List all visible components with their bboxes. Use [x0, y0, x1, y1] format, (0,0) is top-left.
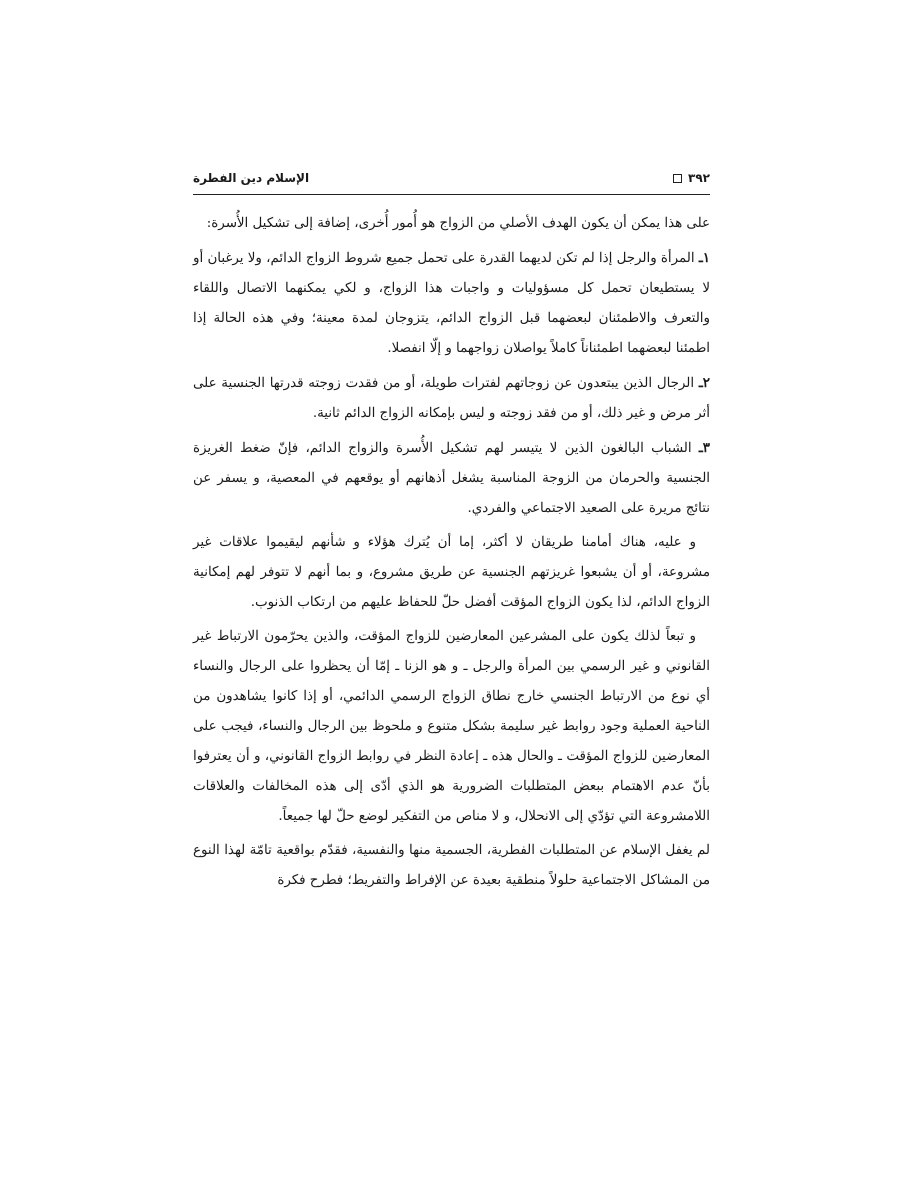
- page-number-group: [673, 171, 710, 185]
- body-text: [193, 209, 710, 896]
- list-item-number: ١ـ: [698, 250, 710, 266]
- paragraph: [193, 622, 710, 832]
- list-item-text: الرجال الذين يبتعدون عن زوجاتهم لفترات طويلة، أو من فقدت زوجته قدرتها الجنسية على أثر مرض و غير ذلك، أو من فقد زوجته و ليس بإمكانه الزواج الدائم ثانية.: [193, 376, 710, 421]
- list-item: [193, 368, 710, 429]
- paragraph-text: على هذا يمكن أن يكون الهدف الأصلي من الزواج هو أُمور أُخرى، إضافة إلى تشكيل الأُسرة:: [206, 216, 710, 231]
- paragraph-text: و تبعاً لذلك يكون على المشرعين المعارضين للزواج المؤقت، والذين يحرّمون الارتباط غير القانوني و غير الرسمي بين المرأة والرجل ـ و هو الزنا ـ إمّا أن يحظروا على الرجال والنساء أي نوع من الارتباط الجنسي خارج نطاق الزواج الرسمي الدائمي، أو إذا كانوا يشاهدون من الناحية العملية وجود روابط غير سليمة بشكل متنوع و ملحوظ بين الرجال والنساء، فيجب على المعارضين للزواج المؤقت ـ والحال هذه ـ إعادة النظر في روابط الزواج القانوني، و أن يعترفوا بأنّ عدم الاهتمام ببعض المتطلبات الضرورية هو الذي أدّى إلى هذه المخالفات والعلاقات اللامشروعة التي تؤدّي إلى الانحلال، و لا مناص من التفكير لوضع حلّ لها جميعاً.: [193, 629, 710, 824]
- list-item-number: ٢ـ: [698, 375, 710, 391]
- running-header: [193, 166, 710, 195]
- list-item-number: ٣ـ: [698, 440, 710, 456]
- list-item-text: الشباب البالغون الذين لا يتيسر لهم تشكيل الأُسرة والزواج الدائم، فإنّ ضغط الغريزة الجنسية والحرمان من الزوجة المناسبة يشغل أذهانهم أو يوقعهم في المعصية، و يسفر عن نتائج مريرة على الصعيد الاجتماعي والفردي.: [193, 441, 710, 516]
- page-number: ٣٩٢: [688, 171, 710, 185]
- square-box-icon: [673, 174, 682, 183]
- book-page: [193, 166, 710, 900]
- paragraph-text: و عليه، هناك أمامنا طريقان لا أكثر، إما أن يُترك هؤلاء و شأنهم ليقيموا علاقات غير مشروعة، أو أن يشبعوا غريزتهم الجنسية عن طريق مشروع، و بما أنهم لا تتوفر لهم إمكانية الزواج الدائم، لذا يكون الزواج المؤقت أفضل حلّ للحفاظ عليهم من ارتكاب الذنوب.: [193, 535, 710, 610]
- paragraph-text: لم يغفل الإسلام عن المتطلبات الفطرية، الجسمية منها والنفسية، فقدّم بواقعية تامّة لهذا النوع من المشاكل الاجتماعية حلولاً منطقية بعيدة عن الإفراط والتفريط؛ فطرح فكرة: [193, 843, 710, 888]
- list-item-text: المرأة والرجل إذا لم تكن لديهما القدرة على تحمل جميع شروط الزواج الدائم، ولا يرغبان أو لا يستطيعان تحمل كل مسؤوليات و واجبات هذا الزواج، و لكي يمكنهما الاتصال واللقاء والتعرف والاطمئنان لبعضهما قبل الزواج الدائم، يتزوجان لمدة معينة؛ وفي هذه الحالة إذا اطمئنا لبعضهما اطمئناناً كاملاً يواصلان زواجهما و إلّا انفصلا.: [193, 251, 710, 356]
- list-item: [193, 243, 710, 364]
- list-item: [193, 433, 710, 524]
- paragraph: [193, 528, 710, 618]
- paragraph: [193, 209, 710, 239]
- paragraph: [193, 836, 710, 896]
- book-title: الإسلام دين الفطرة: [193, 171, 310, 185]
